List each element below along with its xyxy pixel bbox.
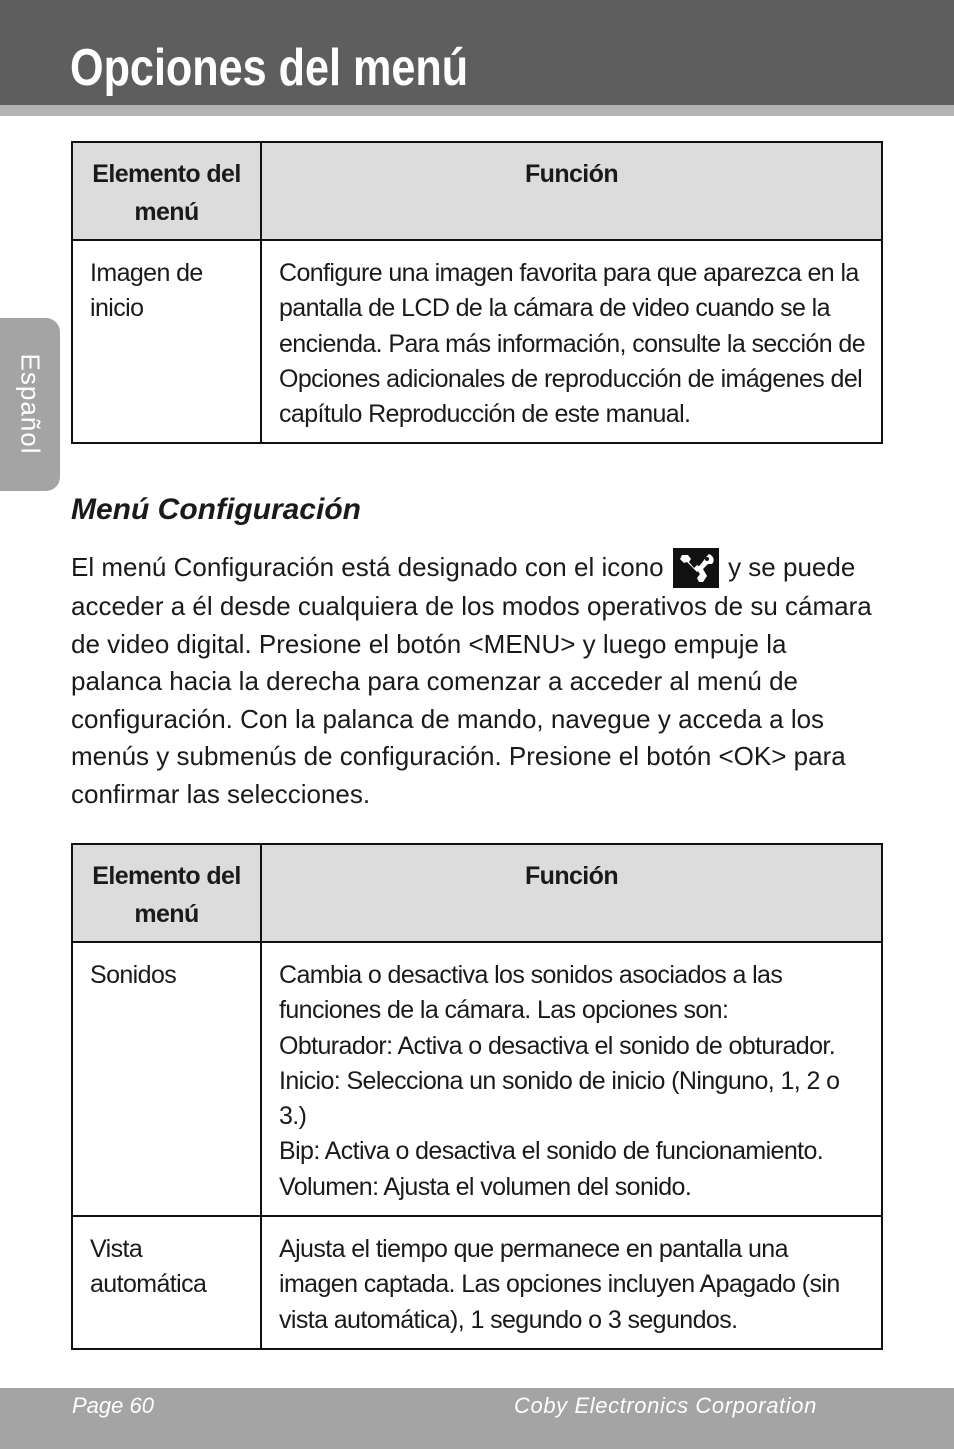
table-row [72,1216,882,1349]
table-row [72,942,882,1216]
menu-item-cell: Vista automática [72,1216,261,1349]
column-header-function: Función [261,142,882,240]
menu-table-1 [71,141,883,444]
section-heading: Menú Configuración [71,493,361,526]
column-header-item: Elemento del menú [72,844,261,942]
table-row [72,240,882,443]
page-title: Opciones del menú [70,39,469,97]
menu-table-2 [71,843,883,1350]
function-line: Inicio: Selecciona un sonido de inicio (Ninguno, 1, 2 o 3.) [279,1066,840,1131]
section-body [71,548,883,814]
function-line: Obturador: Activa o desactiva el sonido de obturador. [279,1031,836,1060]
function-cell: Configure una imagen favorita para que aparezca en la pantalla de LCD de la cámara de video cuando se la encienda. Para más información, consulte la sección de Opciones adicionales de reproducción de imágenes del capítulo Reproducción de este manual. [261,240,882,443]
column-header-item: Elemento del menú [72,142,261,240]
header-stripe [0,105,954,116]
table-header-row [72,844,882,942]
function-line: Ajusta el tiempo que permanece en pantalla una imagen captada. Las opciones incluyen Apagado (sin vista automática), 1 segundo o 3 segundos. [279,1235,840,1334]
function-cell [261,1216,882,1349]
menu-item-cell: Sonidos [72,942,261,1216]
function-cell [261,942,882,1216]
table-header-row [72,142,882,240]
function-line: Cambia o desactiva los sonidos asociados a las funciones de la cámara. Las opciones son: [279,961,783,1025]
setup-tools-icon [673,548,719,588]
language-tab [0,318,60,491]
company-name: Coby Electronics Corporation [514,1393,817,1418]
menu-item-cell: Imagen de inicio [72,240,261,443]
function-line: Bip: Activa o desactiva el sonido de funcionamiento. [279,1137,824,1166]
column-header-function: Función [261,844,882,942]
body-text-start: El menú Configuración está designado con el icono [71,552,664,582]
language-tab-label: Español [15,353,46,455]
body-text-end: y se puede acceder a él desde cualquiera de los modos operativos de su cámara de video digital. Presione el botón <MENU> y luego empuje la palanca hacia la derecha para comenzar a acceder al menú de configuración. Con la palanca de mando, navegue y acceda a los menús y submenús de configuración. Presione el botón <OK> para confirmar las selecciones. [71,552,872,809]
function-line: Volumen: Ajusta el volumen del sonido. [279,1172,692,1201]
page-number: Page 60 [72,1393,154,1418]
